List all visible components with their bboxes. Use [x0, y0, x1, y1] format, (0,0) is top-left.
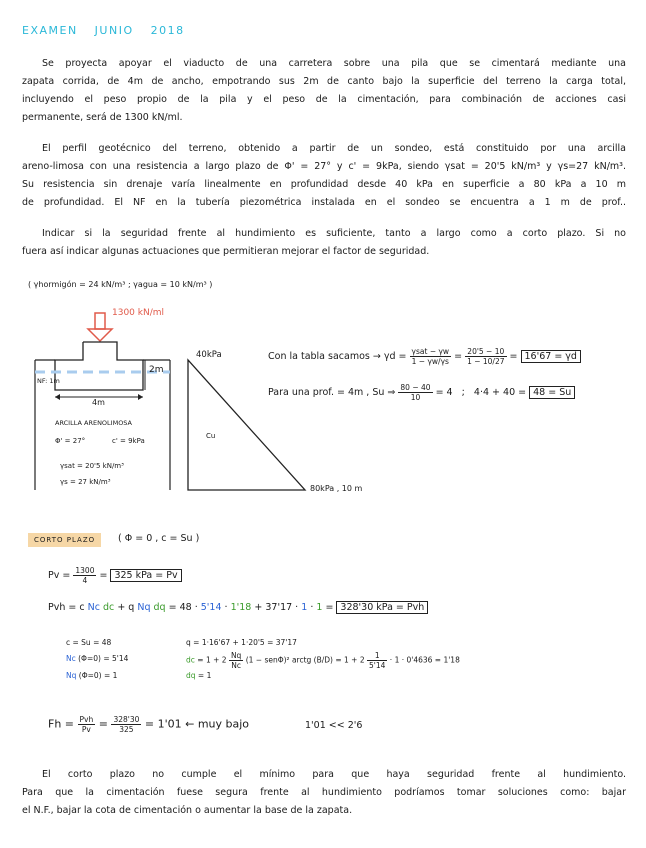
fraction: $\frac{328'30}{325}$ — [113, 715, 140, 734]
text: Con la tabla sacamos → — [268, 351, 381, 362]
text: ; — [461, 387, 465, 398]
dq-symbol: dq — [153, 602, 166, 613]
width-arrow-right — [138, 394, 143, 400]
load-label: 1300 kN/ml — [112, 308, 165, 318]
short-term-condition: ( Φ = 0 , c = Su ) — [118, 533, 200, 544]
nc-line — [66, 654, 128, 663]
pier-and-footing — [55, 342, 143, 390]
text: + 37'17 · — [254, 602, 299, 613]
text: Para una prof. = 4m , Su ⇒ — [268, 387, 396, 398]
text: (1 − senΦ)² arctg (B/D) = 1 + 2 — [245, 655, 365, 665]
su-profile-triangle — [188, 360, 305, 490]
gamma-sat-label: γsat = 20'5 kN/m³ — [60, 462, 124, 470]
pvh-result: 328'30 kPa = Pvh — [336, 601, 428, 614]
width-arrow-left — [55, 394, 60, 400]
nq-value: 1 — [301, 602, 308, 613]
exam-title: EXAMEN JUNIO 2018 — [22, 24, 185, 37]
text: Fh = — [48, 717, 75, 731]
dc-value: 1'18 — [230, 602, 252, 613]
text: = 1'01 ← muy bajo — [144, 717, 250, 731]
dq-symbol: dq — [186, 671, 196, 680]
fraction: $\frac{\text{γsat − γw}}{1 - \gamma w/\gamma s}$ — [411, 347, 450, 366]
nc-symbol: Nc — [87, 602, 100, 613]
pv-calculation: Pv = $\frac{1300}{4}$ = 325 kPa = Pv — [48, 566, 182, 585]
safety-factor — [48, 715, 249, 734]
c-su-line: c = Su = 48 — [66, 638, 112, 647]
load-arrow — [88, 313, 112, 341]
gamma-d-calculation: Con la tabla sacamos → γd = $\frac{\text{γsat − γw}}{1 - \gamma w/\gamma s}$ = $\frac{20'5 - 10}{1 - 10/27}$ = 16'67 = γd — [268, 347, 581, 366]
text-line: fuera así indicar algunas actuaciones que permitieran mejorar el factor de seguridad. — [22, 246, 430, 257]
fraction: $\frac{Nq}{Nc}$ — [230, 651, 242, 670]
text-line: zapata corrida, de 4m de ancho, empotrando sus 2m de canto bajo la superficie del terreno la carga total, — [22, 76, 626, 87]
text: 4·4 + 40 = — [473, 387, 527, 398]
text: · — [224, 602, 228, 613]
pvh-calculation: Pvh = c Nc dc + q Nq dq = 48 · 5'14 · 1'18 + 37'17 · 1 · 1 = 328'30 kPa = Pvh — [48, 602, 428, 613]
fraction: $\frac{1300}{4}$ — [75, 566, 95, 585]
su-calculation — [268, 383, 575, 402]
text-line: el N.F., bajar la cota de cimentación o aumentar la base de la zapata. — [22, 805, 353, 816]
width-label: 4m — [92, 398, 105, 407]
nq-line — [66, 671, 117, 680]
text-line: incluyendo el peso propio de la pila y el peso de la cimentación, para combinación de acciones casi — [22, 94, 626, 105]
dq-line — [186, 671, 211, 680]
text: · 1 · 0'4636 = 1'18 — [389, 655, 460, 665]
q-line: q = 1·16'67 + 1·20'5 = 37'17 — [186, 638, 297, 647]
cu-label: Cu — [206, 432, 216, 440]
pv-result: 325 kPa = Pv — [110, 569, 181, 582]
nf-label: NF: 1m — [37, 377, 60, 385]
dc-line — [186, 651, 460, 670]
text-line: Se proyecta apoyar el viaducto de una carretera sobre una pila que se cimentará mediante una — [42, 58, 626, 69]
text: γd = — [383, 351, 407, 362]
text: = 1 + 2 — [197, 655, 227, 665]
safety-comparison: 1'01 << 2'6 — [305, 720, 363, 731]
nq-symbol: Nq — [137, 602, 151, 613]
text: = — [98, 717, 108, 731]
short-term-badge: CORTO PLAZO — [28, 533, 101, 547]
su-top-label: 40kPa — [196, 350, 222, 360]
text: Pvh = c — [48, 602, 85, 613]
text-line: permanente, será de 1300 kN/ml. — [22, 112, 183, 123]
su-result: 48 = Su — [529, 386, 575, 399]
nc-value: 5'14 — [200, 602, 222, 613]
nq-symbol: Nq — [66, 671, 77, 680]
text: = 4 — [435, 387, 453, 398]
text: (Φ=0) = 5'14 — [78, 654, 129, 663]
gamma-s-label: γs = 27 kN/m³ — [60, 478, 111, 486]
depth-label: 2m — [149, 365, 164, 375]
text-line: de profundidad. El NF en la tubería piezométrica instalada en el sondeo se encuentra a 1 m de prof.. — [22, 197, 626, 208]
text-line: Para que la cimentación fuese segura frente al hundimiento podríamos tomar soluciones como: bajar — [22, 787, 626, 798]
text-line: Su resistencia sin drenaje varía linealmente en profundidad desde 40 kPa en superficie a 80 kPa a 10 m — [22, 179, 626, 190]
text: Pv = — [48, 570, 71, 581]
text: · — [310, 602, 314, 613]
text: = 48 · — [168, 602, 198, 613]
fraction: $\frac{\text{Pvh}}{Pv}$ — [79, 715, 94, 734]
text: = 1 — [197, 671, 212, 680]
dc-symbol: dc — [103, 602, 115, 613]
text: + q — [117, 602, 135, 613]
cohesion-label: c' = 9kPa — [112, 437, 145, 445]
gamma-d-result: 16'67 = γd — [521, 350, 581, 363]
text-line: areno-limosa con una resistencia a largo plazo de Φ' = 27° y c' = 9kPa, siendo γsat = 20'5 kN/m³ y γs=27 kN/m³. — [22, 161, 626, 172]
soil-name: ARCILLA ARENOLIMOSA — [55, 419, 133, 427]
text-line: El corto plazo no cumple el mínimo para que haya seguridad frente al hundimiento. — [42, 769, 626, 780]
unit-weights: ( γhormigón = 24 kN/m³ ; γagua = 10 kN/m³ ) — [28, 280, 213, 289]
text-line: El perfil geotécnico del terreno, obtenido a partir de un sondeo, está constituido por una arcilla — [42, 143, 626, 154]
fraction: $\frac{20'5 - 10}{1 - 10/27}$ — [467, 347, 505, 366]
nc-symbol: Nc — [66, 654, 76, 663]
text: (Φ=0) = 1 — [78, 671, 118, 680]
fraction: $\frac{80 - 40}{10}$ — [400, 383, 431, 402]
dc-symbol: dc — [186, 655, 195, 665]
fraction: $\frac{1}{5'14}$ — [369, 651, 386, 670]
su-bottom-label: 80kPa , 10 m — [310, 484, 363, 493]
text-line: Indicar si la seguridad frente al hundimiento es suficiente, tanto a largo como a corto plazo. Si no — [42, 228, 626, 239]
conclusion-paragraph — [22, 766, 626, 820]
phi-label: Φ' = 27° — [55, 437, 86, 445]
dq-value: 1 — [316, 602, 323, 613]
